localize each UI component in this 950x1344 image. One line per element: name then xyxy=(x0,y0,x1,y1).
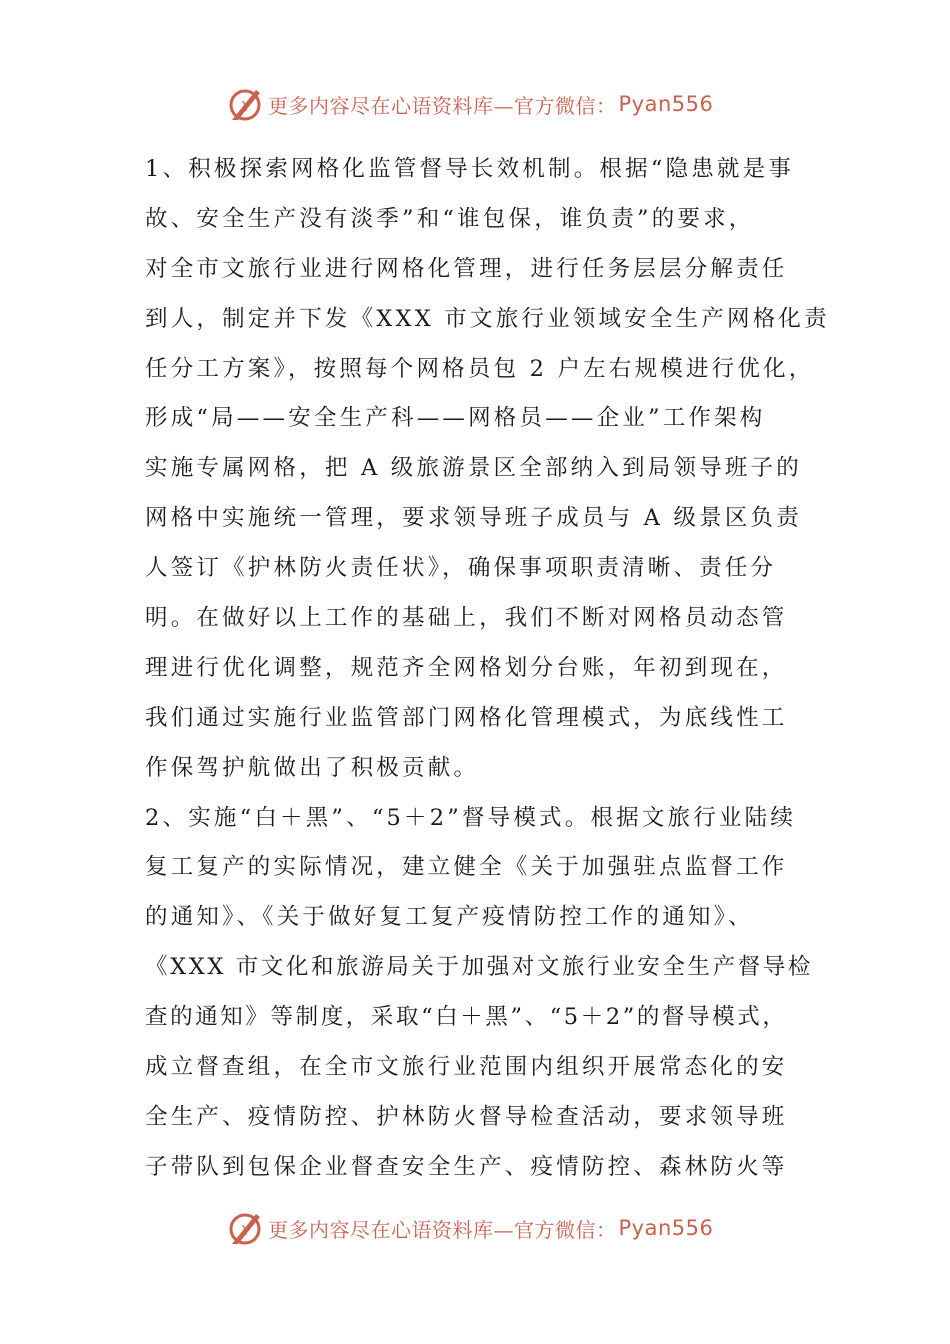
text-line: 《XXX 市文化和旅游局关于加强对文旅行业安全生产督导检 xyxy=(145,954,814,981)
wechat-id: Pyan556 xyxy=(618,92,714,116)
text-line: 作保驾护航做出了积极贡献。 xyxy=(145,754,480,781)
text-line: 复工复产的实际情况，建立健全《关于加强驻点监督工作 xyxy=(145,854,788,881)
wechat-id: Pyan556 xyxy=(618,1216,714,1240)
header-watermark xyxy=(226,84,746,124)
text-line: 网格中实施统一管理，要求领导班子成员与 A 级景区负责 xyxy=(145,505,802,532)
text-line: 人签订《护林防火责任状》，确保事项职责清晰、责任分 xyxy=(145,555,777,582)
text-line: 到人，制定并下发《XXX 市文旅行业领域安全生产网格化责 xyxy=(145,305,830,332)
quill-logo-icon xyxy=(226,1208,266,1248)
text-line: 的通知》、《关于做好复工复产疫情防控工作的通知》、 xyxy=(145,904,754,931)
text-line: 形成“局——安全生产科——网格员——企业”工作架构 xyxy=(145,405,766,432)
document-body xyxy=(145,145,830,1193)
watermark-text: 更多内容尽在心语资料库—官方微信： xyxy=(268,1217,617,1242)
logo-letter: Y xyxy=(242,1224,251,1239)
text-line: 2、实施“白＋黑”、“5＋2”督导模式。根据文旅行业陆续 xyxy=(145,804,797,831)
text-line: 我们通过实施行业监管部门网格化管理模式，为底线性工 xyxy=(145,704,788,731)
text-line: 实施专属网格，把 A 级旅游景区全部纳入到局领导班子的 xyxy=(145,455,802,482)
text-line: 任分工方案》，按照每个网格员包 2 户左右规模进行优化， xyxy=(145,355,815,382)
text-line: 1、积极探索网格化监管督导长效机制。根据“隐患就是事 xyxy=(145,156,795,182)
text-line: 故、安全生产没有淡季”和“谁包保，谁负责”的要求， xyxy=(145,205,755,232)
text-line: 对全市文旅行业进行网格化管理，进行任务层层分解责任 xyxy=(145,255,788,282)
text-line: 全生产、疫情防控、护林防火督导检查活动，要求领导班 xyxy=(145,1103,788,1130)
text-line: 查的通知》等制度，采取“白＋黑”、“5＋2”的督导模式， xyxy=(145,1004,788,1031)
text-line: 理进行优化调整，规范齐全网格划分台账，年初到现在， xyxy=(145,654,788,681)
quill-logo-icon xyxy=(226,84,266,124)
footer-watermark xyxy=(226,1208,746,1248)
text-line: 子带队到包保企业督查安全生产、疫情防控、森林防火等 xyxy=(145,1153,788,1180)
watermark-text: 更多内容尽在心语资料库—官方微信： xyxy=(268,93,617,118)
text-line: 明。在做好以上工作的基础上，我们不断对网格员动态管 xyxy=(145,605,788,632)
logo-letter: Y xyxy=(242,100,251,115)
text-line: 成立督查组，在全市文旅行业范围内组织开展常态化的安 xyxy=(145,1054,788,1081)
